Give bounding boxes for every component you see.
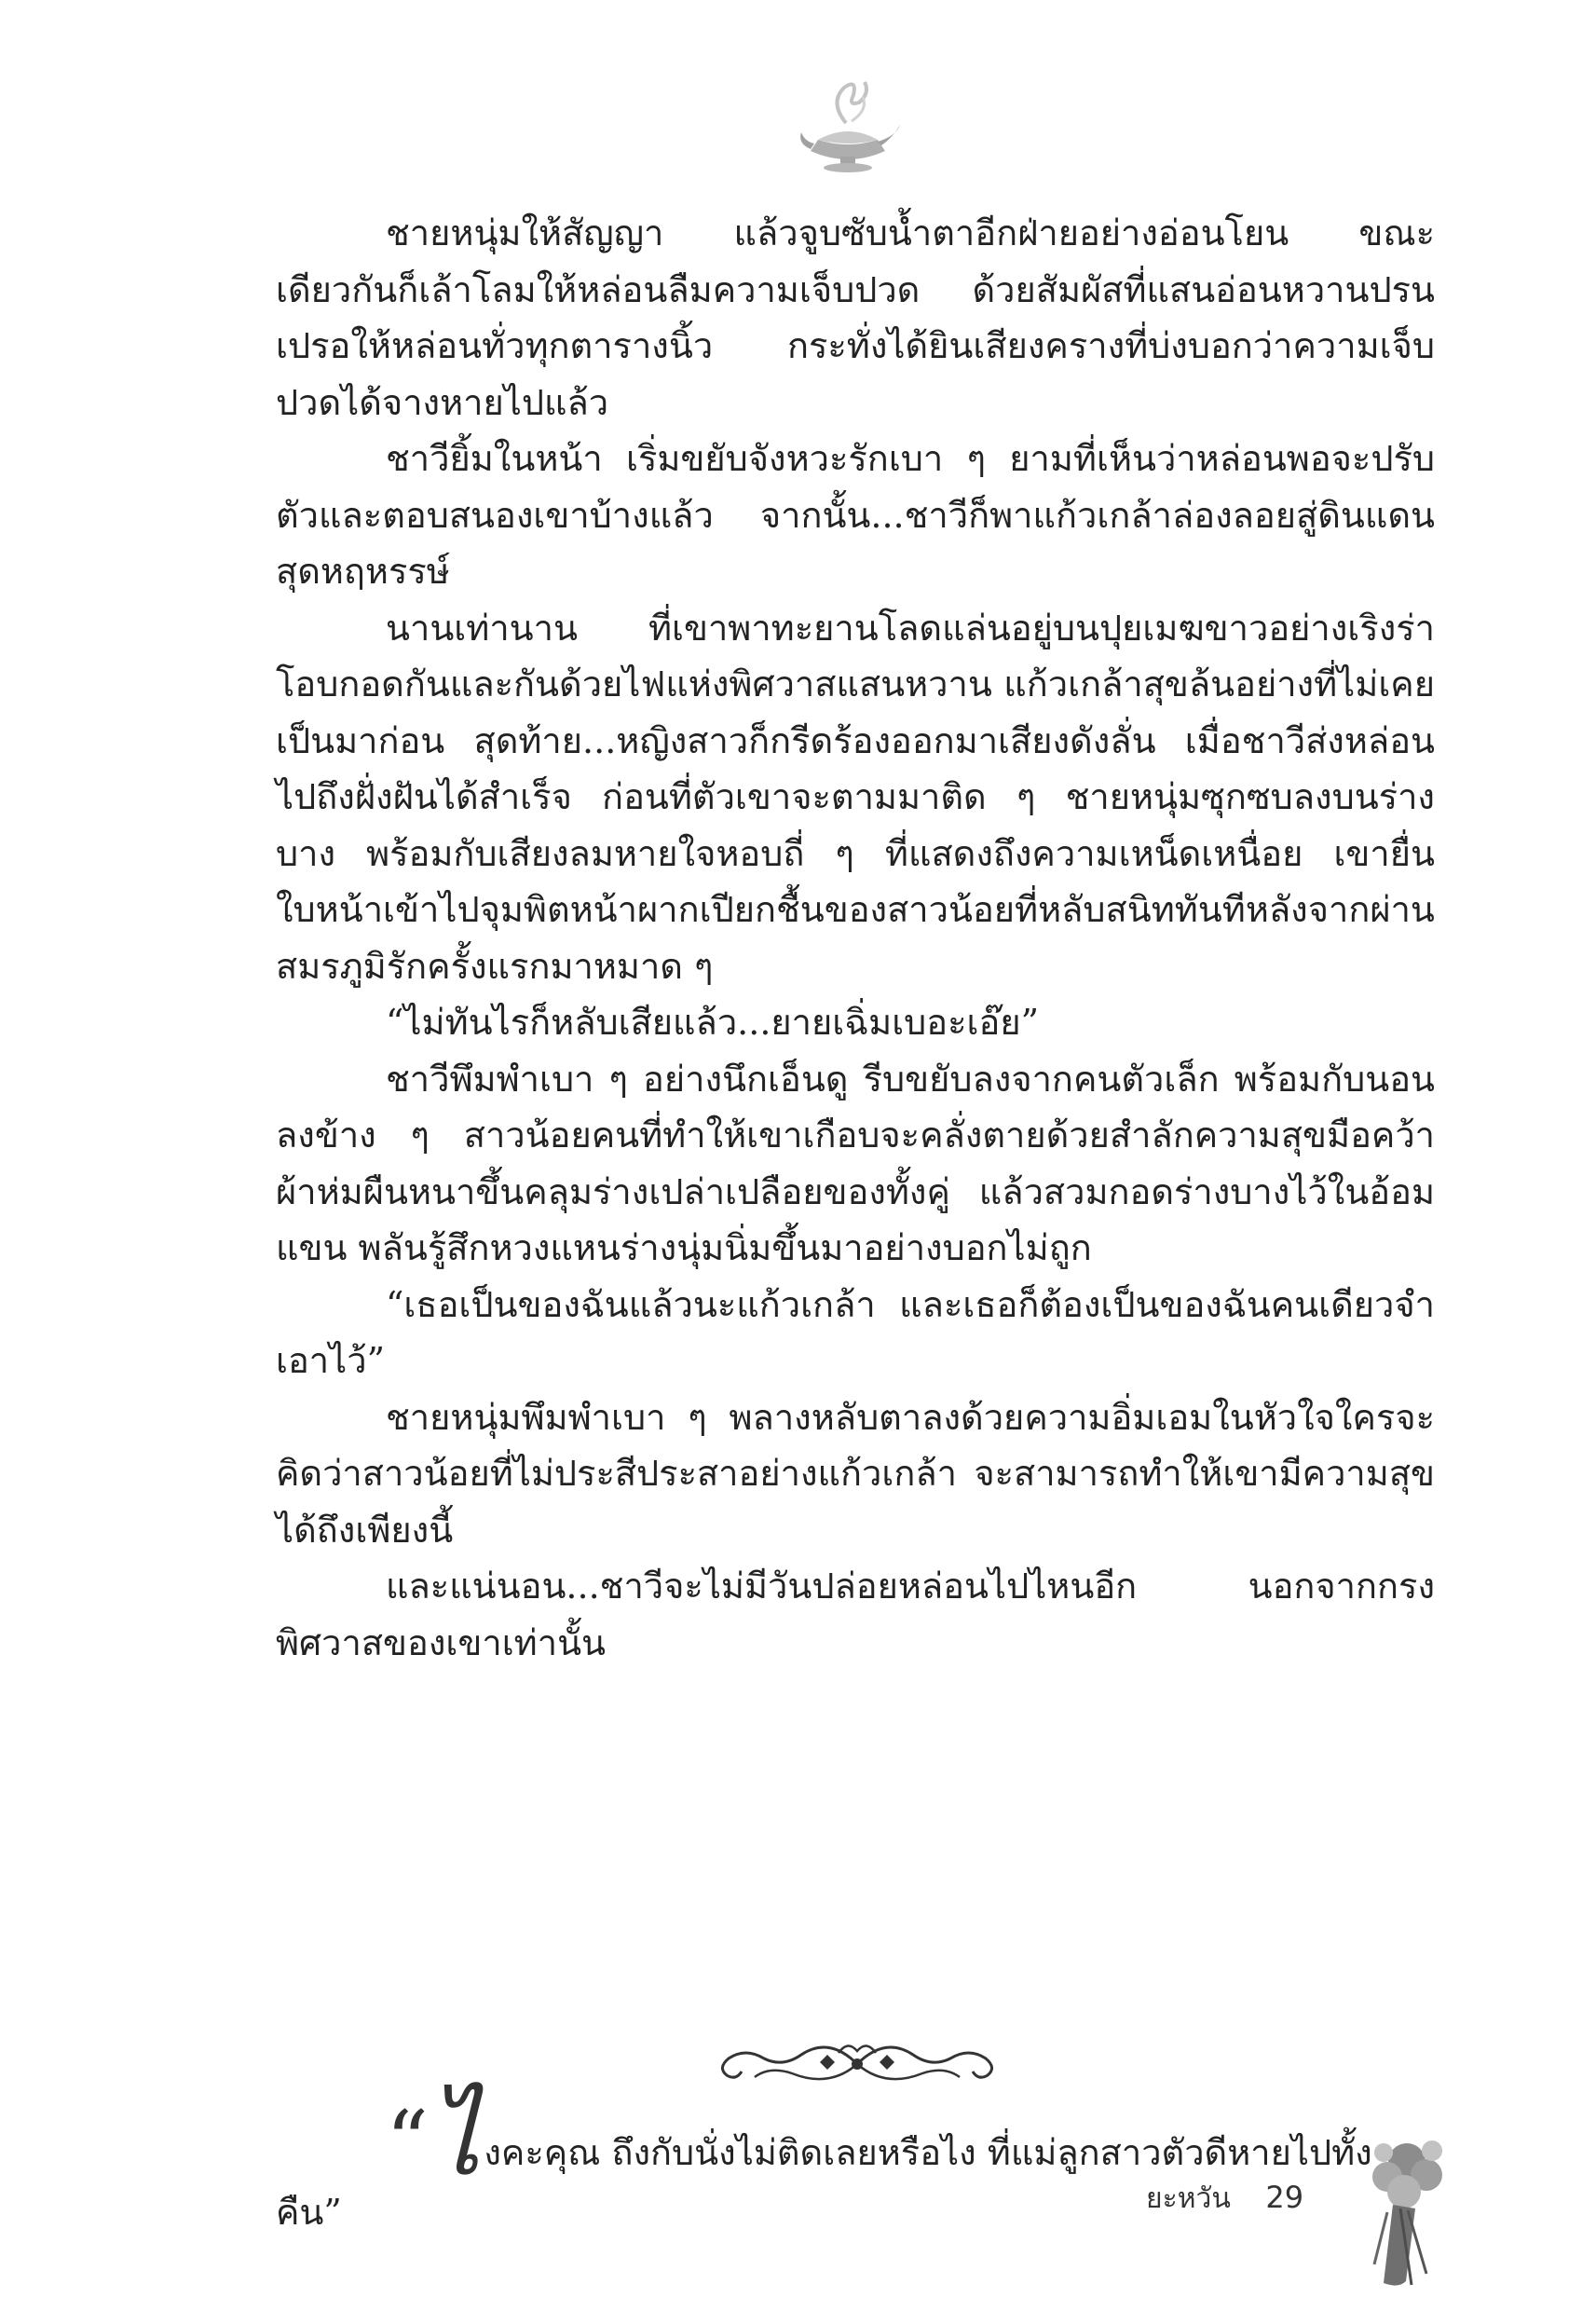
paragraph: และแน่นอน...ชาวีจะไม่มีวันปล่อยหล่อนไปไหนอีก นอกจากกรงพิศวาสของเขาเท่านั้น bbox=[276, 1566, 1435, 1663]
paragraph: ชาวีพึมพำเบา ๆ อย่างนึกเอ็นดู รีบขยับลงจากคนตัวเล็ก พร้อมกับนอนลงข้าง ๆ สาวน้อยคนที่ทำให้เขาเกือบจะคลั่งตายด้วยสำลักความสุขมือคว้าผ้าห่มผืนหนาขึ้นคลุมร่างเปล่าเปลือยของทั้งคู่ แล้วสวมกอดร่างบางไว้ในอ้อมแขน พลันรู้สึกหวงแหนร่างนุ่มนิ่มขึ้นมาอย่างบอกไม่ถูก bbox=[276, 1058, 1435, 1268]
magic-lamp-icon bbox=[792, 75, 904, 177]
opening-quote-mark: “ bbox=[386, 2093, 430, 2191]
dialogue-paragraph: “เธอเป็นของฉันแล้วนะแก้วเกล้า และเธอก็ต้องเป็นของฉันคนเดียวจำเอาไว้” bbox=[276, 1283, 1435, 1381]
book-title: ยะหวัน bbox=[1146, 2182, 1231, 2215]
page-number: 29 bbox=[1265, 2180, 1304, 2215]
flourish-ornament bbox=[680, 2027, 1034, 2101]
paragraph: ชายหนุ่มพึมพำเบา ๆ พลางหลับตาลงด้วยความอิ่มเอมในหัวใจใครจะคิดว่าสาวน้อยที่ไม่ประสีประสาอย่างแก้วเกล้า จะสามารถทำให้เขามีความสุขได้ถึงเพียงนี้ bbox=[276, 1396, 1435, 1551]
dialogue-paragraph: “ไม่ทันไรก็หลับเสียแล้ว...ยายเฉิ่มเบอะเอ๊ย” bbox=[386, 1002, 1040, 1043]
page-footer bbox=[1146, 2169, 1303, 2225]
flower-bouquet-icon bbox=[1356, 2125, 1458, 2292]
paragraph: ชายหนุ่มให้สัญญา แล้วจูบซับน้ำตาอีกฝ่ายอย่างอ่อนโยน ขณะเดียวกันก็เล้าโลมให้หล่อนลืมความเจ็บปวด ด้วยสัมผัสที่แสนอ่อนหวานปรนเปรอให้หล่อนทั่วทุกตารางนิ้ว กระทั่งได้ยินเสียงครางที่บ่งบอกว่าความเจ็บปวดได้จางหายไปแล้ว bbox=[276, 212, 1435, 423]
dropcap-letter: ไ bbox=[429, 2079, 481, 2198]
story-body bbox=[276, 205, 1435, 1671]
paragraph: ชาวียิ้มในหน้า เริ่มขยับจังหวะรักเบา ๆ ยามที่เห็นว่าหล่อนพอจะปรับตัวและตอบสนองเขาบ้างแล้ว จากนั้น...ชาวีก็พาแก้วเกล้าล่องลอยสู่ดินแดนสุดหฤหรรษ์ bbox=[276, 438, 1435, 592]
paragraph: นานเท่านาน ที่เขาพาทะยานโลดแล่นอยู่บนปุยเมฆขาวอย่างเริงร่าโอบกอดกันและกันด้วยไฟแห่งพิศวาสแสนหวาน แก้วเกล้าสุขล้นอย่างที่ไม่เคยเป็นมาก่อน สุดท้าย...หญิงสาวก็กรีดร้องออกมาเสียงดังลั่น เมื่อชาวีส่งหล่อนไปถึงฝั่งฝันได้สำเร็จ ก่อนที่ตัวเขาจะตามมาติด ๆ ชายหนุ่มซุกซบลงบนร่างบาง พร้อมกับเสียงลมหายใจหอบถี่ ๆ ที่แสดงถึงความเหน็ดเหนื่อย เขายื่นใบหน้าเข้าไปจุมพิตหน้าผากเปียกชื้นของสาวน้อยที่หลับสนิททันทีหลังจากผ่านสมรภูมิรักครั้งแรกมาหมาด ๆ bbox=[276, 607, 1435, 987]
chapter-opening-text: งคะคุณ ถึงกับนั่งไม่ติดเลยหรือไง ที่แม่ลูกสาวตัวดีหายไปทั้งคืน” bbox=[276, 2132, 1372, 2233]
